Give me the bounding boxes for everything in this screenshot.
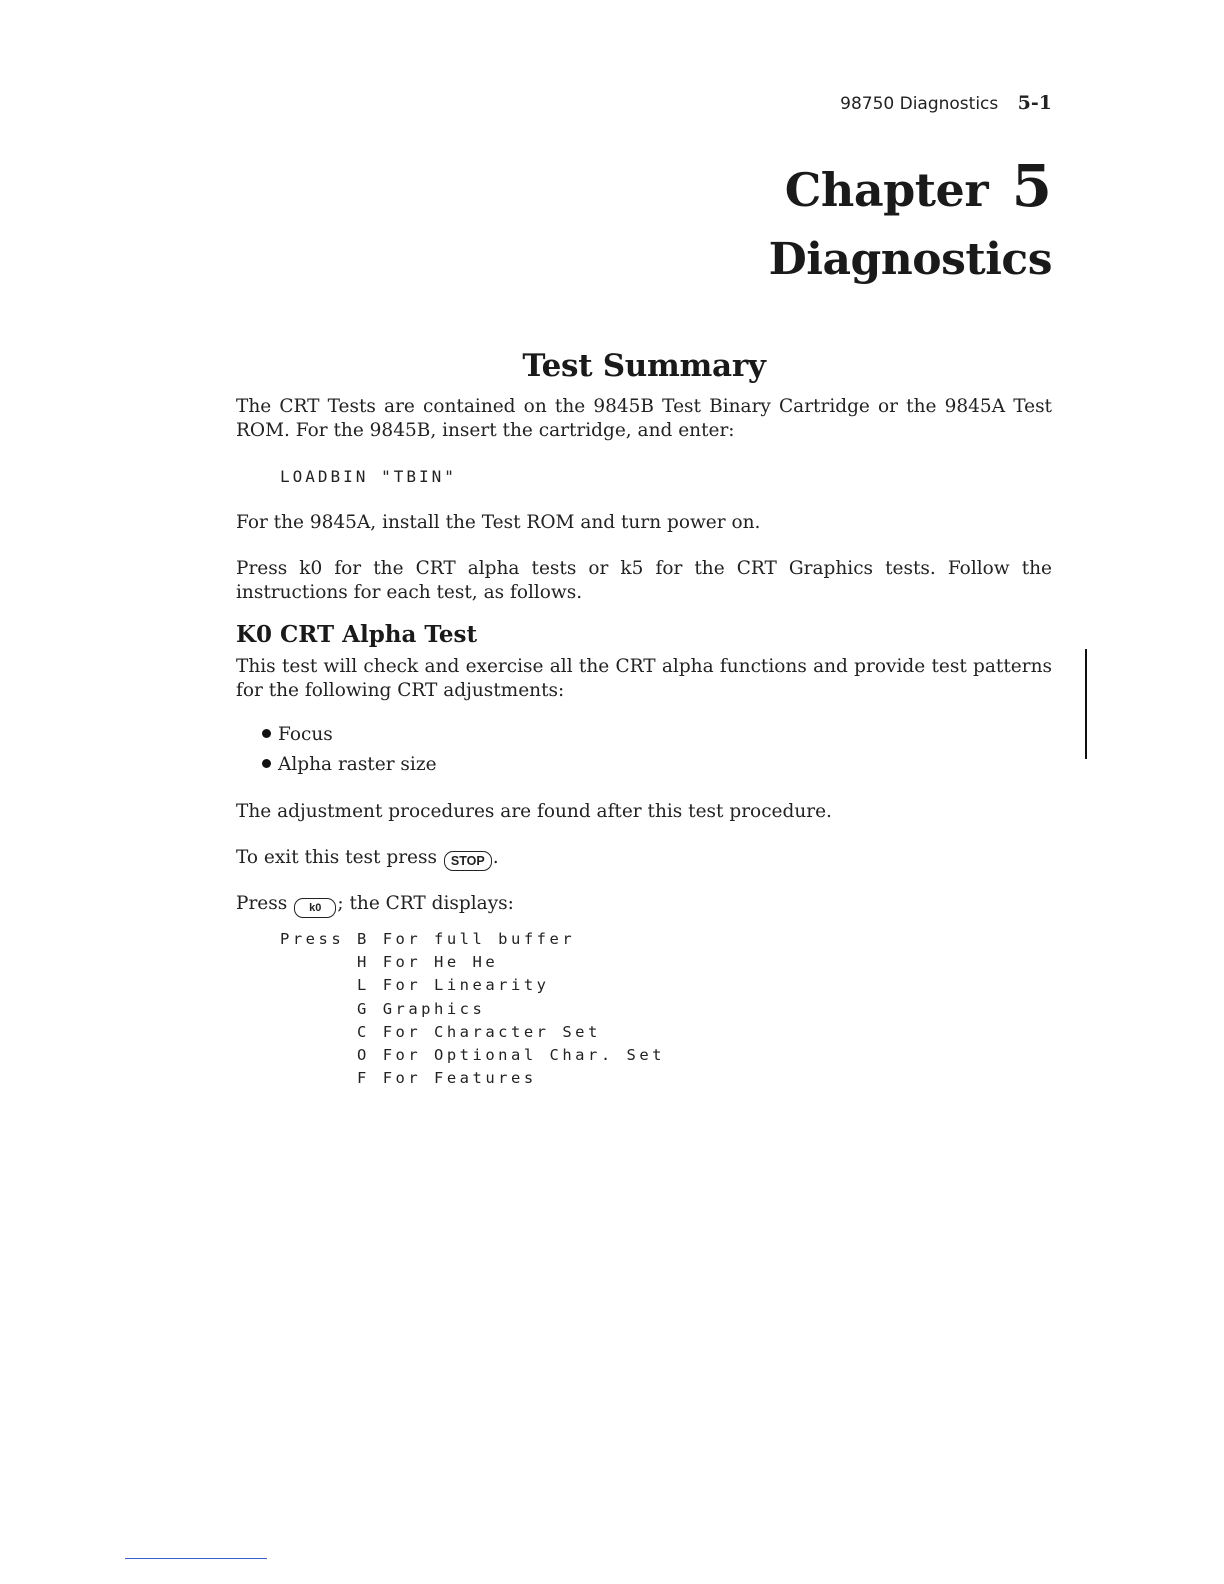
crt-row [280,1021,665,1044]
bullet-item [262,754,437,775]
chapter-label: Chapter [784,163,989,217]
change-bar [1085,649,1087,759]
crt-row [280,1044,665,1067]
intro-paragraph-1: The CRT Tests are contained on the 9845B Test Binary Cartridge or the 9845A Test ROM. For the 9845B, insert the cartridge, and enter: [236,396,1052,441]
crt-text: For Optional Char. Set [382,1045,665,1064]
k0-paragraph-2: The adjustment procedures are found after this test procedure. [236,801,832,822]
exit-instruction [236,846,1052,871]
crt-key: F [357,1069,370,1088]
press-end: ; the CRT displays: [337,893,514,914]
exit-text: To exit this test press [236,847,437,868]
crt-prefix: Press [280,930,345,948]
k0-section-title: K0 CRT Alpha Test [236,621,478,648]
crt-key: C [357,1022,370,1041]
crt-row [280,951,665,974]
k0-key-icon: k0 [294,898,336,918]
crt-key: B [357,930,370,948]
footer-rule [125,1558,267,1559]
crt-row [280,928,665,951]
crt-key: O [357,1045,370,1064]
chapter-title: Diagnostics [768,234,1052,285]
bullet-label: Alpha raster size [278,754,437,775]
crt-row [280,998,665,1021]
crt-key: L [357,976,370,995]
crt-display-listing [280,928,665,1090]
crt-text: For Character Set [382,1022,601,1041]
crt-key: H [357,953,370,972]
bullet-label: Focus [278,724,333,745]
k0-paragraph-1: This test will check and exercise all the CRT alpha functions and provide test patterns for the following CRT adjustments: [236,656,1052,701]
bullet-dot-icon [262,759,271,768]
crt-text: For Linearity [382,976,550,995]
press-text: Press [236,893,288,914]
intro-paragraph-2: For the 9845A, install the Test ROM and turn power on. [236,512,761,533]
crt-text: For full buffer [382,930,576,948]
crt-text: For Features [382,1069,537,1088]
running-header [840,92,1052,114]
running-title: 98750 Diagnostics [840,94,999,114]
exit-end: . [492,847,499,868]
stop-key-icon: STOP [444,851,492,871]
crt-text: For He He [382,953,499,972]
press-instruction [236,892,1052,918]
chapter-number: 5 [1011,152,1052,220]
loadbin-command: LOADBIN "TBIN" [280,467,457,486]
crt-key: G [357,999,370,1018]
intro-paragraph-3: Press k0 for the CRT alpha tests or k5 for the CRT Graphics tests. Follow the instructions for each test, as follows. [236,558,1052,603]
crt-row [280,974,665,997]
section-title: Test Summary [522,348,766,384]
page-number: 5-1 [1017,92,1052,114]
crt-text: Graphics [382,999,486,1018]
bullet-item [262,724,333,745]
chapter-heading [785,152,1052,220]
bullet-dot-icon [262,729,271,738]
crt-row [280,1067,665,1090]
